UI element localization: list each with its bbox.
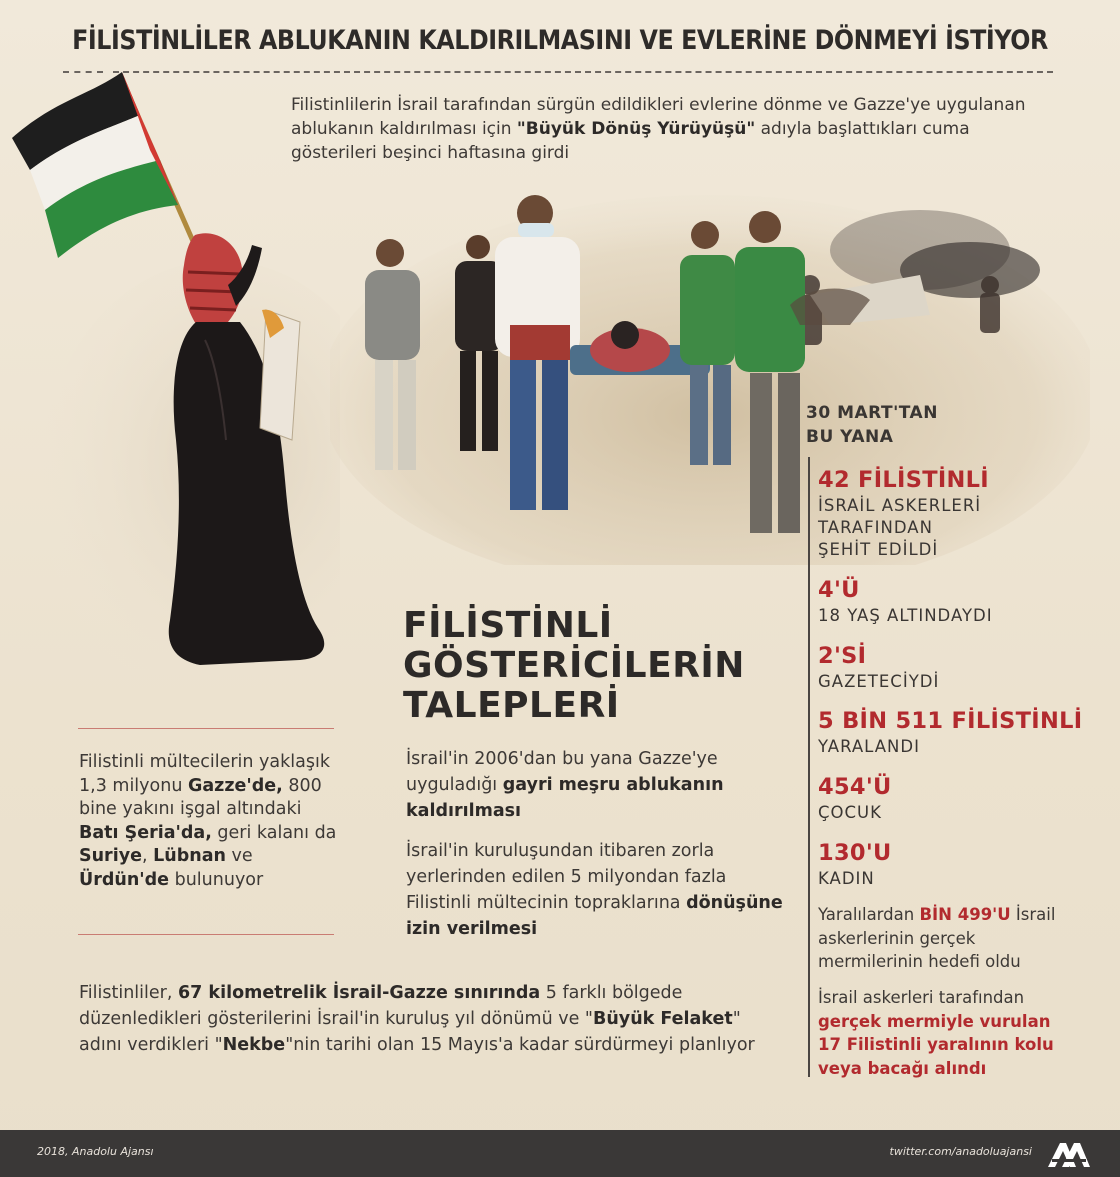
refugee-box-top-rule (78, 728, 334, 729)
palestinian-flag-icon (12, 72, 178, 258)
stat-minors-desc: 18 YAŞ ALTINDAYDI (818, 606, 993, 625)
stat-children-count: 454'Ü (818, 774, 892, 800)
demand-2: İsrail'in kuruluşundan itibaren zorla yerlerinden edilen 5 milyondan fazla Filistinli mültecinin topraklarına dönüşüne izin verilmesi (406, 841, 783, 939)
twitter-link[interactable]: twitter.com/anadoluajansi (889, 1145, 1032, 1158)
stat-women-count: 130'U (818, 840, 892, 866)
stat-amputation-note: İsrail askerleri tarafından gerçek mermiyle vurulan 17 Filistinli yaralının kolu veya bacağı alındı (818, 988, 1054, 1078)
copyright-credit: 2018, Anadolu Ajansı (37, 1145, 154, 1158)
protester-with-flag-illustration (0, 60, 340, 670)
stat-live-fire-note: Yaralılardan BİN 499'U İsrail askerlerinin gerçek mermilerinin hedefi oldu (818, 905, 1056, 971)
stats-vertical-rule (808, 457, 810, 1077)
intro-text: Filistinlilerin İsrail tarafından sürgün edildikleri evlerine dönme ve Gazze'ye uygulanan ablukanın kaldırılması için "Büyük Dönüş Yürüyüşü" adıyla başlattıkları cuma gösterileri beşinci haftasına girdi (291, 95, 1026, 163)
stat-children-desc: ÇOCUK (818, 803, 882, 822)
protest-plan-text: Filistinliler, 67 kilometrelik İsrail-Gazze sınırında 5 farklı bölgede düzenledikleri gösterilerini İsrail'in kuruluş yıl dönümü ve "Büyük Felaket" adını verdikleri "Nekbe"nin tarihi olan 15 Mayıs'a kadar sürdürmeyi planlıyor (79, 983, 755, 1055)
refugee-distribution-text: Filistinli mültecilerin yaklaşık 1,3 milyonu Gazze'de, 800 bine yakını işgal altındaki Batı Şeria'da, geri kalanı da Suriye, Lübnan ve Ürdün'de bulunuyor (79, 752, 337, 890)
anadolu-agency-logo-icon (1046, 1139, 1090, 1169)
footer-bar (0, 1130, 1120, 1177)
stat-killed-desc: İSRAİL ASKERLERİ TARAFINDAN ŞEHİT EDİLDİ (818, 496, 982, 559)
stat-journalists-desc: GAZETECİYDİ (818, 672, 940, 691)
stat-wounded-count: 5 BİN 511 FİLİSTİNLİ (818, 708, 1083, 734)
stat-journalists-count: 2'Sİ (818, 643, 867, 669)
stat-killed-count: 42 FİLİSTİNLİ (818, 467, 989, 493)
page-title: FİLİSTİNLİLER ABLUKANIN KALDIRILMASINI VE EVLERİNE DÖNMEYİ İSTİYOR (72, 25, 1048, 56)
since-date-heading: 30 MART'TAN BU YANA (806, 403, 938, 447)
stat-wounded-desc: YARALANDI (818, 737, 920, 756)
stat-women-desc: KADIN (818, 869, 875, 888)
demands-headline: FİLİSTİNLİ GÖSTERİCİLERİN TALEPLERİ (403, 605, 745, 726)
stat-minors-count: 4'Ü (818, 577, 860, 603)
demand-1: İsrail'in 2006'dan bu yana Gazze'ye uyguladığı gayri meşru ablukanın kaldırılması (406, 749, 724, 821)
refugee-box-bottom-rule (78, 934, 334, 935)
